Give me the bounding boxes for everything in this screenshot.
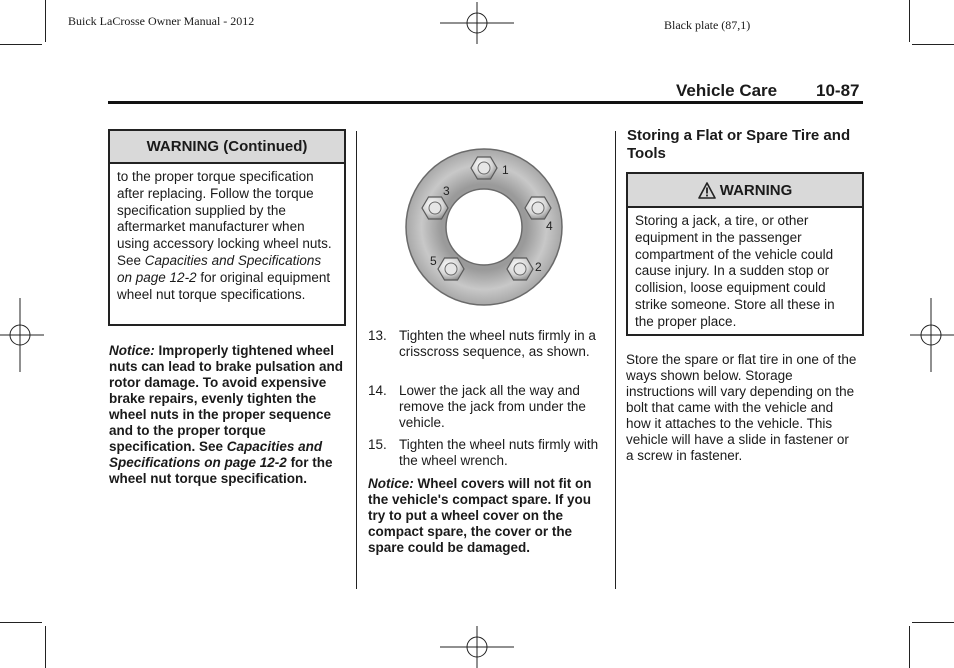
lug-nut-2 [507,258,533,280]
warning-text: Storing a jack, a tire, or other equipment in the passenger compartment of the vehicle could cause injury. In a sudden stop or collision, loose equipment could strike someone. Store all these in the proper place. [635,213,835,329]
warning-continued-title: WARNING (Continued) [110,131,344,164]
crop-mark [0,622,42,623]
registration-mark-top [440,2,514,44]
list-item [368,437,608,471]
step-text: Tighten the wheel nuts firmly with the wheel wrench. [399,437,599,468]
warning-box [626,172,864,336]
list-item [368,383,608,433]
crop-mark [45,0,46,42]
notice-text-part: for the wheel nut torque specification. [109,455,333,486]
crop-mark [912,44,954,45]
warning-text-part: for original equipment wheel nut torque specifications. [117,269,331,302]
step-number: 13. [368,328,387,343]
step-number: 14. [368,383,387,398]
cross-reference-link[interactable]: Capacities and Specifications on page 12-2 [117,252,322,285]
lug-nut-3 [422,197,448,219]
notice-wheel-cover [368,476,604,556]
storage-paragraph: Store the spare or flat tire in one of the ways shown below. Storage instructions will vary depending on the bolt that came with the vehicle and how it attaches to the vehicle. This vehicle will have a slide in fastener or a screw in fastener. [626,352,857,463]
lug-nut-5 [438,258,464,280]
column-divider [356,131,357,589]
nut-label-5: 5 [430,254,437,268]
step-text: Lower the jack all the way and remove the jack from under the vehicle. [399,383,586,430]
warning-triangle-icon [698,182,716,199]
notice-label: Notice: [109,343,155,358]
warning-continued-box [108,129,346,326]
nut-label-1: 1 [502,163,509,177]
nut-label-4: 4 [546,219,553,233]
manual-title: Buick LaCrosse Owner Manual - 2012 [68,14,255,28]
page-number: 10-87 [816,81,860,100]
notice-text: Wheel covers will not fit on the vehicle's compact spare. If you try to put a wheel cover on the compact spare, the cover or the spare could be damaged. [368,476,592,555]
lug-nut-4 [525,197,551,219]
nut-label-3: 3 [443,184,450,198]
notice-text-part: Improperly tightened wheel nuts can lead to brake pulsation and rotor damage. To avoid expensive brake repairs, evenly tighten the wheel nuts in the proper sequence and to the proper torque specification. See [109,343,344,454]
crop-mark [909,626,910,668]
cross-reference-link[interactable]: Capacities and Specifications on page 12-2 [109,439,323,470]
warning-text-part: to the proper torque specification after replacing. Follow the torque specification supplied by the aftermarket manufacturer when using accessory locking wheel nuts. See [117,169,332,268]
crop-mark [909,0,910,42]
notice-brake-pulsation [109,343,345,487]
crop-mark [45,626,46,668]
step-number: 15. [368,437,387,452]
nut-label-2: 2 [535,260,542,274]
plate-label: Black plate (87,1) [664,18,751,32]
crop-mark [912,622,954,623]
list-item [368,328,608,378]
warning-title: WARNING [719,181,793,199]
crop-mark [0,44,42,45]
step-text: Tighten the wheel nuts firmly in a crisscross sequence, as shown. [399,328,596,359]
warning-header [628,174,862,208]
subheading: Storing a Flat or Spare Tire and Tools [627,127,851,162]
warning-continued-text [110,164,344,308]
registration-mark-bottom [440,626,514,668]
section-title: Vehicle Care [676,81,778,100]
header-rule [108,101,863,104]
wheel-nut-sequence-diagram [404,147,564,307]
registration-mark-right [910,298,954,372]
notice-label: Notice: [368,476,414,491]
center-bore [446,189,522,265]
registration-mark-left [0,298,44,372]
column-divider [615,131,616,589]
lug-nut-1 [471,157,497,179]
